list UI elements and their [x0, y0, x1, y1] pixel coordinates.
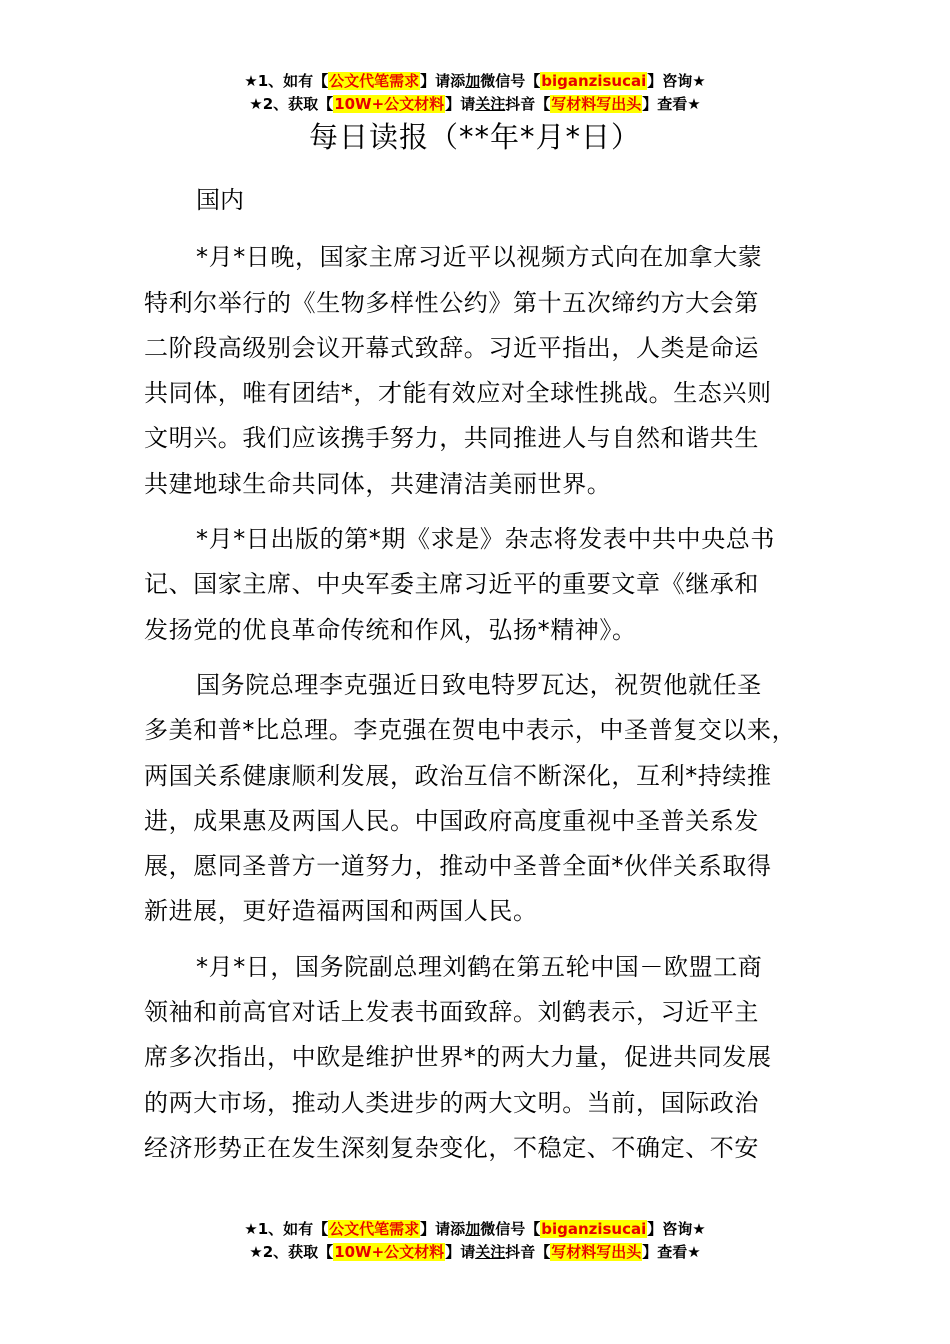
highlight-wechat-id: biganzisucai	[541, 1220, 647, 1238]
section-heading: 国内	[196, 186, 244, 214]
footer-banner-line-2: ★2、获取【10W+公文材料】请关注抖音【写材料写出头】查看★	[249, 1243, 701, 1261]
paragraph-line: 记、国家主席、中央军委主席习近平的重要文章《继承和	[144, 570, 759, 599]
footer-banner	[0, 1218, 950, 1264]
paragraph-line: 展，愿同圣普方一道努力，推动中圣普全面*伙伴关系取得	[144, 852, 772, 881]
paragraph-line: *月*日，国务院副总理刘鹤在第五轮中国－欧盟工商	[196, 952, 763, 981]
paragraph-line: 席多次指出，中欧是维护世界*的两大力量，促进共同发展	[144, 1043, 772, 1072]
highlight-service: 公文代笔需求	[329, 1220, 420, 1238]
paragraph-line: 新进展，更好造福两国和两国人民。	[144, 897, 538, 926]
highlight-douyin: 写材料写出头	[551, 1243, 642, 1261]
highlight-douyin: 写材料写出头	[551, 95, 642, 113]
document-body	[144, 178, 824, 1171]
paragraph-line: 共建地球生命共同体，共建清洁美丽世界。	[144, 469, 612, 498]
header-banner-line-2: ★2、获取【10W+公文材料】请关注抖音【写材料写出头】查看★	[249, 95, 701, 113]
highlight-materials: 10W+公文材料	[334, 95, 445, 113]
paragraph-line: 进，成果惠及两国人民。中国政府高度重视中圣普关系发	[144, 806, 759, 835]
footer-banner-line-1: ★1、如有【公文代笔需求】请添加微信号【biganzisucai】咨询★	[244, 1220, 706, 1238]
paragraph-line: 共同体，唯有团结*，才能有效应对全球性挑战。生态兴则	[144, 379, 772, 408]
paragraph-line: 国务院总理李克强近日致电特罗瓦达，祝贺他就任圣	[196, 670, 762, 699]
highlight-service: 公文代笔需求	[329, 72, 420, 90]
paragraph-line: *月*日出版的第*期《求是》杂志将发表中共中央总书	[196, 525, 775, 554]
paragraph	[144, 945, 824, 1171]
paragraph-line: 特利尔举行的《生物多样性公约》第十五次缔约方大会第	[144, 288, 759, 317]
paragraph	[144, 517, 824, 653]
paragraph-line: 二阶段高级别会议开幕式致辞。习近平指出，人类是命运	[144, 333, 759, 362]
paragraph-line: 文明兴。我们应该携手努力，共同推进人与自然和谐共生	[144, 424, 759, 453]
paragraph-line: 领袖和前高官对话上发表书面致辞。刘鹤表示，习近平主	[144, 998, 759, 1027]
paragraph	[144, 663, 824, 935]
paragraph-line: *月*日晚，国家主席习近平以视频方式向在加拿大蒙	[196, 243, 763, 272]
paragraph	[144, 235, 824, 507]
highlight-wechat-id: biganzisucai	[541, 72, 647, 90]
paragraph-line: 多美和普*比总理。李克强在贺电中表示，中圣普复交以来，	[144, 716, 797, 745]
paragraph-line: 经济形势正在发生深刻复杂变化，不稳定、不确定、不安	[144, 1133, 759, 1162]
paragraph-line: 的两大市场，推动人类进步的两大文明。当前，国际政治	[144, 1088, 759, 1117]
highlight-materials: 10W+公文材料	[334, 1243, 445, 1261]
paragraph-line: 发扬党的优良革命传统和作风，弘扬*精神》。	[144, 615, 637, 644]
paragraph-list	[144, 235, 824, 1171]
header-banner-line-1: ★1、如有【公文代笔需求】请添加微信号【biganzisucai】咨询★	[244, 72, 706, 90]
header-banner	[0, 70, 950, 116]
paragraph-line: 两国关系健康顺利发展，政治互信不断深化，互利*持续推	[144, 761, 772, 790]
page-title: 每日读报（**年*月*日）	[308, 120, 641, 154]
